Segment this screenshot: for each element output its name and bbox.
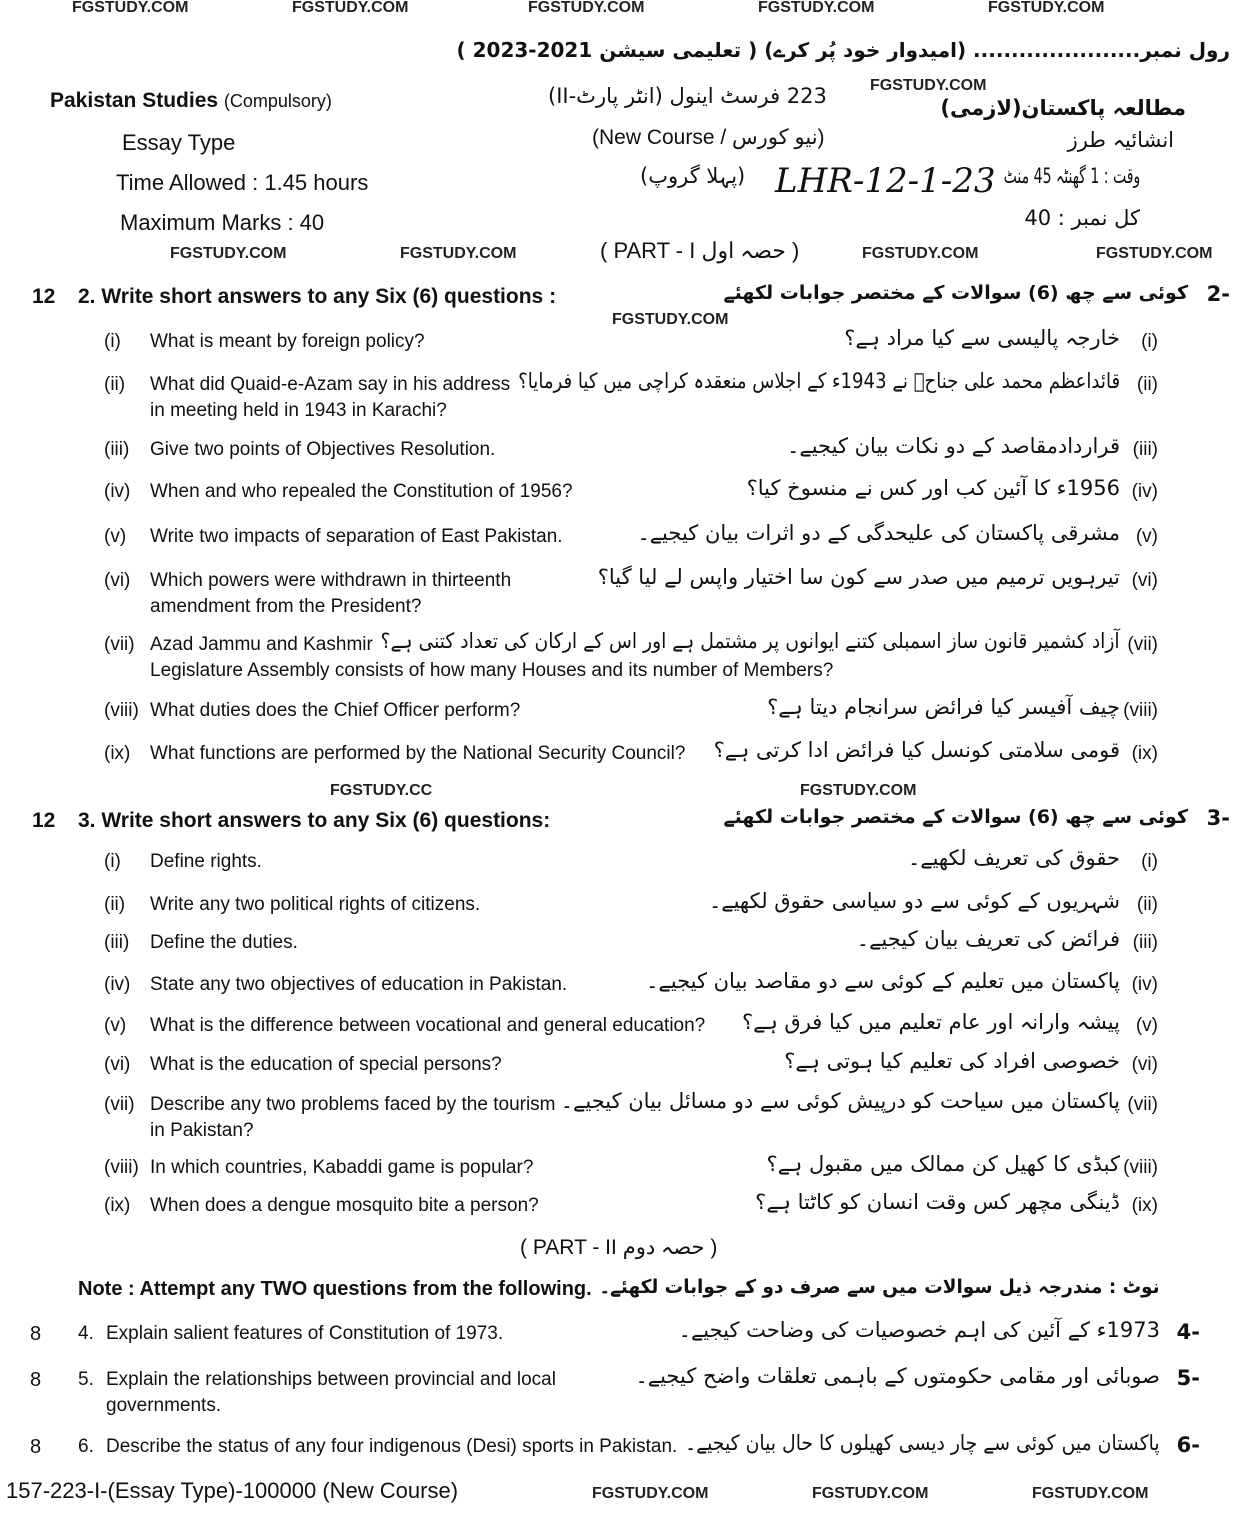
item-number-urdu: (iv) — [1131, 974, 1158, 995]
long-question-urdu: 1973ء کے آئین کی اہم خصوصیات کی وضاحت کیجیے۔ — [678, 1318, 1160, 1342]
watermark: FGSTUDY.COM — [870, 77, 987, 94]
item-number-urdu: (iii) — [1132, 932, 1158, 953]
item-text-urdu: آزاد کشمیر قانون ساز اسمبلی کتنے ایوانوں پر مشتمل ہے اور اس کے ارکان کی تعداد کتنی ہے؟ — [380, 629, 1120, 653]
long-question-urdu: صوبائی اور مقامی حکومتوں کے باہمی تعلقات واضح کیجیے۔ — [635, 1364, 1160, 1388]
item-text-urdu: خصوصی افراد کی تعلیم کیا ہوتی ہے؟ — [784, 1049, 1120, 1073]
watermark: FGSTUDY.COM — [72, 0, 189, 16]
long-question-number-urdu: -4 — [1176, 1320, 1200, 1344]
question-number-urdu: -2 — [1206, 282, 1230, 306]
item-text: What duties does the Chief Officer perform? — [150, 700, 521, 721]
item-number: (i) — [104, 331, 121, 352]
item-number-urdu: (vii) — [1127, 634, 1158, 655]
item-number: (iii) — [104, 932, 130, 953]
watermark: FGSTUDY.COM — [400, 245, 517, 262]
item-number: (ix) — [104, 1195, 131, 1216]
long-question-marks: 8 — [30, 1323, 42, 1345]
item-number-urdu: (i) — [1141, 851, 1158, 872]
subject-compulsory: (Compulsory) — [223, 91, 332, 111]
subject-title — [50, 90, 332, 111]
watermark: FGSTUDY.CC — [330, 782, 433, 799]
item-text-urdu: پاکستان میں تعلیم کے کوئی سے دو مقاصد بیان کیجیے۔ — [646, 969, 1120, 993]
footer-code: 157-223-I-(Essay Type)-100000 (New Course) — [6, 1478, 459, 1503]
watermark: FGSTUDY.COM — [800, 782, 917, 799]
watermark: FGSTUDY.COM — [1096, 245, 1213, 262]
item-text: Azad Jammu and Kashmir — [150, 634, 373, 655]
item-number-urdu: (ii) — [1136, 374, 1158, 395]
item-number-urdu: (vi) — [1131, 570, 1158, 591]
long-question-urdu: پاکستان میں کوئی سے چار دیسی کھیلوں کا حال بیان کیجیے۔ — [685, 1431, 1160, 1455]
item-text: Define the duties. — [150, 932, 298, 953]
item-text: Define rights. — [150, 851, 262, 872]
question-title: 2. Write short answers to any Six (6) questions : — [78, 285, 557, 308]
item-text: When and who repealed the Constitution of 1956? — [150, 481, 573, 502]
item-text-cont: amendment from the President? — [150, 596, 422, 617]
group: (پہلا گروپ) — [640, 164, 746, 188]
maximum-marks: Maximum Marks : 40 — [120, 210, 325, 235]
question-number-urdu: -3 — [1206, 806, 1230, 830]
subject-urdu: مطالعہ پاکستان(لازمی) — [940, 96, 1186, 120]
item-text-cont: in meeting held in 1943 in Karachi? — [150, 400, 447, 421]
item-number: (i) — [104, 851, 121, 872]
item-text-urdu: خارجہ پالیسی سے کیا مراد ہے؟ — [844, 326, 1120, 350]
item-number: (iv) — [104, 481, 131, 502]
item-number: (v) — [104, 1015, 127, 1036]
item-number: (vii) — [104, 1094, 135, 1115]
item-number-urdu: (iii) — [1132, 439, 1158, 460]
time-allowed: Time Allowed : 1.45 hours — [116, 170, 369, 195]
long-question-marks: 8 — [30, 1436, 42, 1458]
paper-type-urdu: انشائیہ طرز — [1067, 128, 1174, 152]
marks-urdu: کل نمبر : 40 — [1024, 206, 1140, 230]
paper-type: Essay Type — [122, 130, 236, 155]
item-number-urdu: (viii) — [1123, 1157, 1158, 1178]
item-number-urdu: (iv) — [1131, 481, 1158, 502]
item-text: What is the education of special persons? — [150, 1054, 502, 1075]
item-text: In which countries, Kabaddi game is popular? — [150, 1157, 534, 1178]
question-marks: 12 — [32, 285, 56, 308]
item-number-urdu: (ix) — [1131, 1195, 1158, 1216]
item-text: State any two objectives of education in Pakistan. — [150, 974, 568, 995]
handwritten-code: LHR-12-1-23 — [775, 161, 996, 201]
item-number-urdu: (v) — [1135, 526, 1158, 547]
course: (New Course / نیو کورس) — [592, 126, 825, 149]
watermark: FGSTUDY.COM — [612, 311, 729, 328]
note: Note : Attempt any TWO questions from the following. — [78, 1278, 592, 1300]
note-urdu: نوٹ : مندرجہ ذیل سوالات میں سے صرف دو کے جوابات لکھئے۔ — [599, 1276, 1160, 1298]
item-number-urdu: (ii) — [1136, 894, 1158, 915]
item-number: (ii) — [104, 374, 126, 395]
part-2-heading: ( PART - II حصہ دوم ) — [520, 1236, 718, 1259]
item-number: (viii) — [104, 1157, 139, 1178]
item-text: When does a dengue mosquito bite a person? — [150, 1195, 539, 1216]
item-text: Write two impacts of separation of East Pakistan. — [150, 526, 563, 547]
long-question-number-urdu: -5 — [1176, 1366, 1200, 1390]
item-number-urdu: (vii) — [1127, 1094, 1158, 1115]
item-text: What is meant by foreign policy? — [150, 331, 425, 352]
item-text-urdu: کبڈی کا کھیل کن ممالک میں مقبول ہے؟ — [766, 1152, 1120, 1176]
item-number: (vi) — [104, 570, 131, 591]
long-question-text: Explain salient features of Constitution of 1973. — [106, 1323, 504, 1344]
question-title: 3. Write short answers to any Six (6) questions: — [78, 809, 551, 832]
watermark: FGSTUDY.COM — [170, 245, 287, 262]
paper-code: 223 فرسٹ اینول (انٹر پارٹ-II) — [548, 84, 827, 108]
item-text: What functions are performed by the National Security Council? — [150, 743, 686, 764]
item-number: (vii) — [104, 634, 135, 655]
item-text-urdu: قومی سلامتی کونسل کیا فرائض ادا کرتی ہے؟ — [713, 738, 1120, 762]
item-text-cont: Legislature Assembly consists of how many Houses and its number of Members? — [150, 660, 834, 681]
part-1-heading: ( PART - I حصہ اول ) — [600, 238, 800, 263]
long-question-number-urdu: -6 — [1176, 1433, 1200, 1457]
long-question-text: Describe the status of any four indigenous (Desi) sports in Pakistan. — [106, 1436, 678, 1457]
item-text: Give two points of Objectives Resolution. — [150, 439, 496, 460]
item-number: (iv) — [104, 974, 131, 995]
watermark: FGSTUDY.COM — [528, 0, 645, 16]
item-number: (vi) — [104, 1054, 131, 1075]
item-text-urdu: تیرہویں ترمیم میں صدر سے کون سا اختیار واپس لے لیا گیا؟ — [597, 565, 1120, 589]
item-number: (iii) — [104, 439, 130, 460]
long-question-marks: 8 — [30, 1369, 42, 1391]
long-question-number: 5. — [78, 1369, 94, 1390]
question-title-urdu: کوئی سے چھ (6) سوالات کے مختصر جوابات لکھئے — [723, 806, 1188, 828]
roll-number-session: رول نمبر...................... (امیدوار خود پُر کرے) ( تعلیمی سیشن 2021-2023 ) — [456, 38, 1230, 62]
item-text: Describe any two problems faced by the tourism — [150, 1094, 556, 1115]
watermark: FGSTUDY.COM — [1032, 1485, 1149, 1502]
subject-name: Pakistan Studies — [50, 89, 219, 112]
item-text-urdu: ڈینگی مچھر کس وقت انسان کو کاٹتا ہے؟ — [755, 1190, 1120, 1214]
item-text: Which powers were withdrawn in thirteenth — [150, 570, 512, 591]
item-text: What is the difference between vocational and general education? — [150, 1015, 706, 1036]
watermark: FGSTUDY.COM — [292, 0, 409, 16]
watermark: FGSTUDY.COM — [988, 0, 1105, 16]
item-text-urdu: قائداعظم محمد علی جناحؒ نے 1943ء کے اجلاس منعقدہ کراچی میں کیا فرمایا؟ — [518, 369, 1120, 393]
question-marks: 12 — [32, 809, 56, 832]
time-urdu: وقت : 1 گھنٹہ 45 منٹ — [1003, 164, 1140, 188]
item-text-urdu: پیشہ وارانہ اور عام تعلیم میں کیا فرق ہے؟ — [742, 1010, 1120, 1034]
long-question-text: Explain the relationships between provincial and local — [106, 1369, 556, 1390]
long-question-number: 6. — [78, 1436, 94, 1457]
question-title-urdu: کوئی سے چھ (6) سوالات کے مختصر جوابات لکھئے — [723, 282, 1188, 304]
item-text-urdu: مشرقی پاکستان کی علیحدگی کے دو اثرات بیان کیجیے۔ — [637, 521, 1120, 545]
watermark: FGSTUDY.COM — [862, 245, 979, 262]
item-text-urdu: 1956ء کا آئین کب اور کس نے منسوخ کیا؟ — [746, 476, 1120, 500]
item-text-urdu: فرائض کی تعریف بیان کیجیے۔ — [856, 927, 1120, 951]
long-question-text-cont: governments. — [106, 1395, 222, 1416]
item-text-urdu: قراردادمقاصد کے دو نکات بیان کیجیے۔ — [787, 434, 1120, 458]
long-question-number: 4. — [78, 1323, 94, 1344]
item-text-urdu: چیف آفیسر کیا فرائض سرانجام دیتا ہے؟ — [767, 695, 1120, 719]
item-text-urdu: پاکستان میں سیاحت کو درپیش کوئی سے دو مسائل بیان کیجیے۔ — [560, 1089, 1120, 1113]
item-number: (ii) — [104, 894, 126, 915]
item-number-urdu: (viii) — [1123, 700, 1158, 721]
item-text: Write any two political rights of citizens. — [150, 894, 481, 915]
item-text-urdu: شہریوں کے کوئی سے دو سیاسی حقوق لکھیے۔ — [708, 889, 1120, 913]
item-number-urdu: (vi) — [1131, 1054, 1158, 1075]
watermark: FGSTUDY.COM — [812, 1485, 929, 1502]
watermark: FGSTUDY.COM — [758, 0, 875, 16]
item-number-urdu: (ix) — [1131, 743, 1158, 764]
item-number-urdu: (v) — [1135, 1015, 1158, 1036]
item-text-urdu: حقوق کی تعریف لکھیے۔ — [907, 846, 1120, 870]
item-text: What did Quaid-e-Azam say in his address — [150, 374, 511, 395]
watermark: FGSTUDY.COM — [592, 1485, 709, 1502]
item-number: (ix) — [104, 743, 131, 764]
item-number-urdu: (i) — [1141, 331, 1158, 352]
item-number: (viii) — [104, 700, 139, 721]
item-number: (v) — [104, 526, 127, 547]
item-text-cont: in Pakistan? — [150, 1120, 254, 1141]
